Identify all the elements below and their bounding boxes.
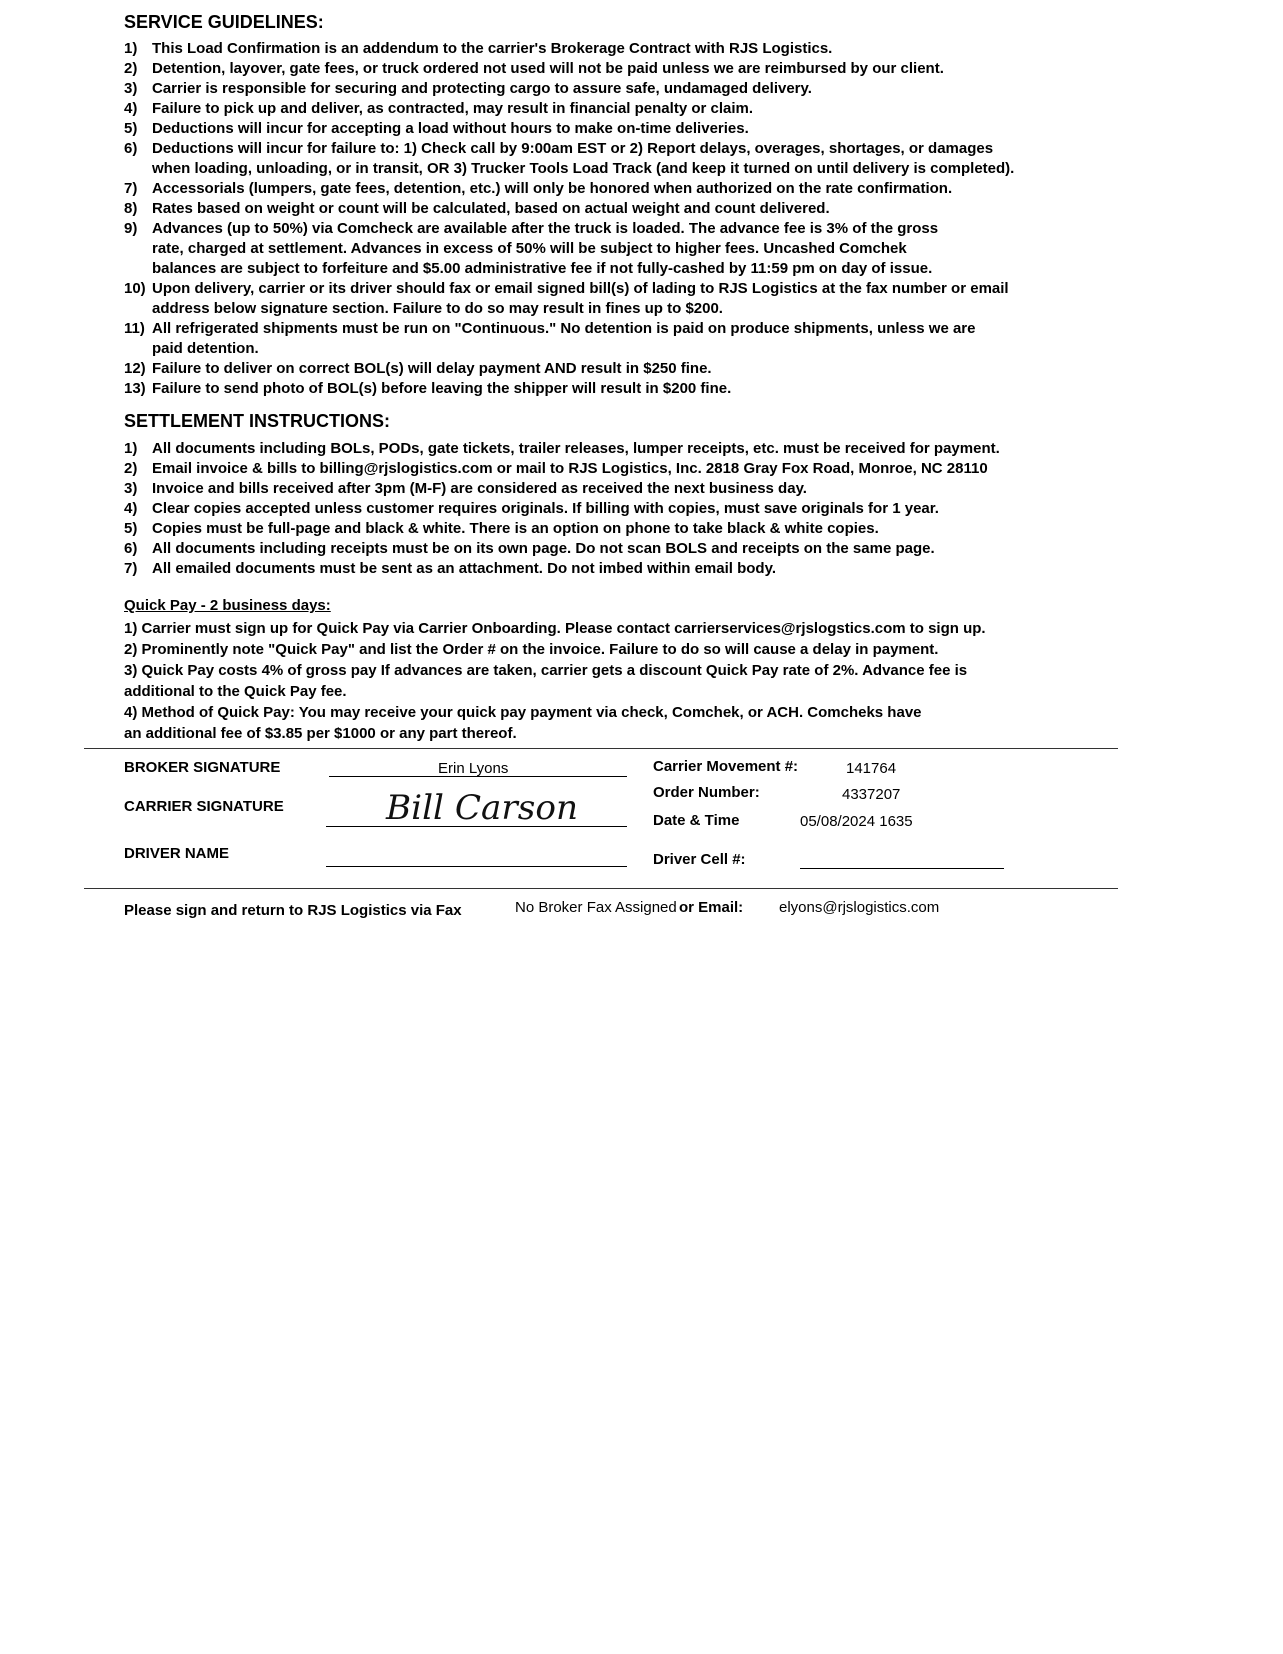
settlement-7: 7) All emailed documents must be sent as an attachment. Do not imbed within email body. xyxy=(124,560,776,577)
broker-fax-value: No Broker Fax Assigned xyxy=(515,899,677,916)
broker-signature-label: BROKER SIGNATURE xyxy=(124,759,281,776)
guideline-6: 6) Deductions will incur for failure to: 1) Check call by 9:00am EST or 2) Report delays, overages, shortages, or damages xyxy=(124,140,994,157)
guideline-7: 7) Accessorials (lumpers, gate fees, detention, etc.) will only be honored when authorized on the rate confirmation. xyxy=(124,180,953,197)
order-number-label: Order Number: xyxy=(653,784,760,801)
or-email-label: or Email: xyxy=(679,899,744,916)
carrier-movement-label: Carrier Movement #: xyxy=(653,758,799,775)
broker-email-value: elyons@rjslogistics.com xyxy=(779,899,940,916)
guideline-2: 2) Detention, layover, gate fees, or truck ordered not used will not be paid unless we are reimbursed by our client. xyxy=(124,60,944,77)
settlement-3: 3) Invoice and bills received after 3pm (M-F) are considered as received the next business day. xyxy=(124,480,807,497)
guideline-12: 12) Failure to deliver on correct BOL(s) will delay payment AND result in $250 fine. xyxy=(124,360,712,377)
guideline-11-cont: paid detention. xyxy=(152,340,259,357)
carrier-signature-image xyxy=(384,786,584,826)
quick-pay-line-3: 3) Quick Pay costs 4% of gross pay If advances are taken, carrier gets a discount Quick Pay rate of 2%. Advance fee is xyxy=(124,662,968,679)
guideline-4: 4) Failure to pick up and deliver, as contracted, may result in financial penalty or claim. xyxy=(124,100,754,117)
settlement-4: 4) Clear copies accepted unless customer requires originals. If billing with copies, must save originals for 1 year. xyxy=(124,500,939,517)
quick-pay-line-1: 1) Carrier must sign up for Quick Pay via Carrier Onboarding. Please contact carrierservices@rjslogstics.com to sign up. xyxy=(124,620,986,637)
guideline-13: 13) Failure to send photo of BOL(s) before leaving the shipper will result in $200 fine. xyxy=(124,380,732,397)
guideline-9-cont-1: rate, charged at settlement. Advances in excess of 50% will be subject to higher fees. Uncashed Comchek xyxy=(152,240,907,257)
driver-name-label: DRIVER NAME xyxy=(124,845,230,862)
guideline-9: 9) Advances (up to 50%) via Comcheck are available after the truck is loaded. The advance fee is 3% of the gross xyxy=(124,220,939,237)
guideline-3: 3) Carrier is responsible for securing and protecting cargo to assure safe, undamaged delivery. xyxy=(124,80,812,97)
driver-name-line xyxy=(326,866,627,867)
driver-cell-line xyxy=(800,868,1004,869)
carrier-signature-line xyxy=(326,826,627,827)
settlement-6: 6) All documents including receipts must be on its own page. Do not scan BOLS and receipts on the same page. xyxy=(124,540,935,557)
carrier-movement-value: 141764 xyxy=(846,760,897,777)
svg-text:Bill Carson: Bill Carson xyxy=(384,788,578,826)
quick-pay-title: Quick Pay - 2 business days: xyxy=(124,597,331,614)
date-time-value: 05/08/2024 1635 xyxy=(800,813,913,830)
order-number-value: 4337207 xyxy=(842,786,901,803)
return-instructions-label: Please sign and return to RJS Logistics via Fax xyxy=(124,902,462,919)
guideline-8: 8) Rates based on weight or count will be calculated, based on actual weight and count delivered. xyxy=(124,200,830,217)
guideline-5: 5) Deductions will incur for accepting a load without hours to make on-time deliveries. xyxy=(124,120,749,137)
guideline-1: 1) This Load Confirmation is an addendum to the carrier's Brokerage Contract with RJS Logistics. xyxy=(124,40,833,57)
guideline-11: 11) All refrigerated shipments must be run on "Continuous." No detention is paid on produce shipments, unless we are xyxy=(124,320,976,337)
quick-pay-line-2: 2) Prominently note "Quick Pay" and list the Order # on the invoice. Failure to do so will cause a delay in payment. xyxy=(124,641,939,658)
quick-pay-line-6: an additional fee of $3.85 per $1000 or any part thereof. xyxy=(124,725,517,742)
settlement-5: 5) Copies must be full-page and black & white. There is an option on phone to take black & white copies. xyxy=(124,520,879,537)
guideline-10: 10) Upon delivery, carrier or its driver should fax or email signed bill(s) of lading to RJS Logistics at the fax number or email xyxy=(124,280,1009,297)
driver-cell-label: Driver Cell #: xyxy=(653,851,746,868)
settlement-1: 1) All documents including BOLs, PODs, gate tickets, trailer releases, lumper receipts, etc. must be received for payment. xyxy=(124,440,1000,457)
settlement-2: 2) Email invoice & bills to billing@rjslogistics.com or mail to RJS Logistics, Inc. 2818 Gray Fox Road, Monroe, NC 28110 xyxy=(124,460,988,477)
quick-pay-line-5: 4) Method of Quick Pay: You may receive your quick pay payment via check, Comchek, or ACH. Comcheks have xyxy=(124,704,922,721)
date-time-label: Date & Time xyxy=(653,812,740,829)
carrier-signature-label: CARRIER SIGNATURE xyxy=(124,798,284,815)
signature-block-top-rule xyxy=(84,748,1118,749)
guideline-10-cont: address below signature section. Failure to do so may result in fines up to $200. xyxy=(152,300,723,317)
guideline-9-cont-2: balances are subject to forfeiture and $5.00 administrative fee if not fully-cashed by 11:59 pm on day of issue. xyxy=(152,260,933,277)
settlement-instructions-heading: SETTLEMENT INSTRUCTIONS: xyxy=(124,411,390,431)
guideline-6-cont: when loading, unloading, or in transit, OR 3) Trucker Tools Load Track (and keep it turned on until delivery is completed). xyxy=(152,160,1015,177)
signature-block-bottom-rule xyxy=(84,888,1118,889)
broker-signature-value: Erin Lyons xyxy=(438,760,509,777)
service-guidelines-heading: SERVICE GUIDELINES: xyxy=(124,12,324,32)
quick-pay-line-4: additional to the Quick Pay fee. xyxy=(124,683,347,700)
broker-signature-line xyxy=(329,776,627,777)
